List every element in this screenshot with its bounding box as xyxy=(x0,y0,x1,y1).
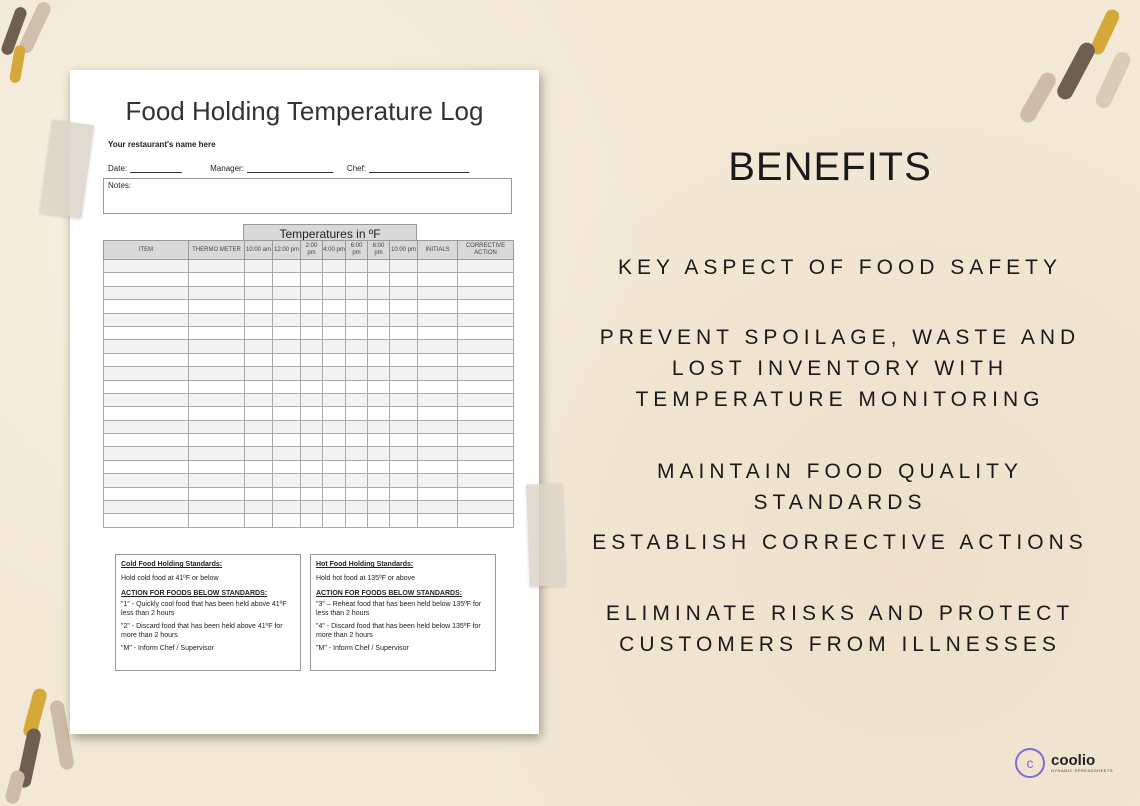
table-cell xyxy=(418,326,458,339)
table-cell xyxy=(323,313,346,326)
date-label: Date: xyxy=(108,164,128,173)
table-cell xyxy=(323,286,346,299)
table-cell xyxy=(104,487,189,500)
table-cell xyxy=(301,273,323,286)
table-row xyxy=(104,286,514,299)
table-cell xyxy=(245,393,273,406)
table-cell xyxy=(368,300,390,313)
table-cell xyxy=(104,514,189,527)
table-cell xyxy=(273,434,301,447)
table-cell xyxy=(323,501,346,514)
table-cell xyxy=(390,286,418,299)
table-row xyxy=(104,393,514,406)
table-row xyxy=(104,353,514,366)
table-cell xyxy=(301,393,323,406)
table-cell xyxy=(458,487,514,500)
table-cell xyxy=(346,313,368,326)
cold-action-item: "M" - Inform Chef / Supervisor xyxy=(121,645,214,652)
benefit-item: ESTABLISH CORRECTIVE ACTIONS xyxy=(592,531,1088,554)
table-cell xyxy=(104,326,189,339)
brand-name: coolio xyxy=(1051,752,1096,769)
table-cell xyxy=(273,273,301,286)
temperature-log-sheet xyxy=(70,70,539,734)
table-cell xyxy=(458,367,514,380)
table-cell xyxy=(104,353,189,366)
table-cell xyxy=(104,460,189,473)
table-cell xyxy=(368,367,390,380)
table-row xyxy=(104,474,514,487)
table-cell xyxy=(390,353,418,366)
date-line xyxy=(130,164,182,173)
table-cell xyxy=(346,460,368,473)
table-header-row xyxy=(104,241,514,260)
table-cell xyxy=(368,353,390,366)
table-cell xyxy=(458,273,514,286)
table-cell xyxy=(245,340,273,353)
table-cell xyxy=(273,460,301,473)
table-cell xyxy=(104,260,189,273)
chef-label: Chef: xyxy=(346,164,367,173)
column-header: 10:00 am xyxy=(245,241,273,260)
table-cell xyxy=(458,460,514,473)
table-cell xyxy=(323,460,346,473)
table-cell xyxy=(104,313,189,326)
table-cell xyxy=(301,434,323,447)
table-cell xyxy=(368,514,390,527)
column-header: THERMO METER xyxy=(189,241,245,260)
cold-action-heading: ACTION FOR FOODS BELOW STANDARDS: xyxy=(121,590,268,597)
table-cell xyxy=(390,260,418,273)
coolio-logo xyxy=(1015,748,1113,778)
table-cell xyxy=(104,380,189,393)
table-cell xyxy=(245,300,273,313)
table-cell xyxy=(418,286,458,299)
table-cell xyxy=(189,340,245,353)
table-cell xyxy=(301,474,323,487)
table-cell xyxy=(245,367,273,380)
hot-heading: Hot Food Holding Standards: xyxy=(316,561,414,568)
brush-stroke-decor xyxy=(1017,70,1058,126)
table-cell xyxy=(273,407,301,420)
logo-icon: c xyxy=(1015,748,1045,778)
table-cell xyxy=(245,487,273,500)
table-cell xyxy=(418,313,458,326)
table-cell xyxy=(458,474,514,487)
table-row xyxy=(104,447,514,460)
table-cell xyxy=(323,353,346,366)
table-cell xyxy=(189,501,245,514)
column-header: INITIALS xyxy=(418,241,458,260)
table-cell xyxy=(245,434,273,447)
table-cell xyxy=(346,340,368,353)
table-cell xyxy=(273,420,301,433)
table-cell xyxy=(104,393,189,406)
table-cell xyxy=(301,326,323,339)
table-cell xyxy=(104,300,189,313)
table-cell xyxy=(390,367,418,380)
table-cell xyxy=(346,447,368,460)
table-row xyxy=(104,367,514,380)
table-cell xyxy=(189,286,245,299)
table-cell xyxy=(418,300,458,313)
table-cell xyxy=(368,286,390,299)
table-cell xyxy=(245,326,273,339)
benefit-item: PREVENT SPOILAGE, WASTE AND LOST INVENTORY WITH TEMPERATURE MONITORING xyxy=(599,326,1081,411)
table-cell xyxy=(346,407,368,420)
table-cell xyxy=(368,434,390,447)
brush-stroke-decor xyxy=(1054,40,1097,102)
table-cell xyxy=(273,286,301,299)
table-cell xyxy=(273,326,301,339)
table-cell xyxy=(273,300,301,313)
table-cell xyxy=(458,434,514,447)
table-cell xyxy=(418,447,458,460)
table-cell xyxy=(458,313,514,326)
table-cell xyxy=(323,340,346,353)
column-header: CORRECTIVE ACTION xyxy=(458,241,514,260)
table-cell xyxy=(189,434,245,447)
table-cell xyxy=(346,501,368,514)
table-cell xyxy=(323,407,346,420)
table-cell xyxy=(104,447,189,460)
table-cell xyxy=(418,407,458,420)
table-cell xyxy=(189,300,245,313)
table-cell xyxy=(390,407,418,420)
table-cell xyxy=(368,460,390,473)
table-cell xyxy=(346,380,368,393)
notes-box xyxy=(103,178,512,214)
column-header: 2:00 pm xyxy=(301,241,323,260)
table-cell xyxy=(346,286,368,299)
table-cell xyxy=(273,447,301,460)
table-cell xyxy=(245,420,273,433)
temperature-log-table xyxy=(103,240,514,528)
table-cell xyxy=(346,353,368,366)
table-cell xyxy=(245,353,273,366)
column-header: 4:00 pm xyxy=(323,241,346,260)
column-header: 6:00 pm xyxy=(346,241,368,260)
table-cell xyxy=(368,313,390,326)
table-row xyxy=(104,313,514,326)
table-cell xyxy=(390,514,418,527)
table-cell xyxy=(346,514,368,527)
table-cell xyxy=(273,474,301,487)
table-cell xyxy=(368,273,390,286)
table-cell xyxy=(189,487,245,500)
table-cell xyxy=(245,273,273,286)
table-cell xyxy=(390,487,418,500)
table-cell xyxy=(346,487,368,500)
table-cell xyxy=(390,393,418,406)
table-row xyxy=(104,300,514,313)
table-cell xyxy=(368,260,390,273)
table-cell xyxy=(301,260,323,273)
table-cell xyxy=(323,260,346,273)
table-cell xyxy=(323,326,346,339)
table-cell xyxy=(458,501,514,514)
table-cell xyxy=(458,260,514,273)
table-cell xyxy=(346,260,368,273)
table-cell xyxy=(104,501,189,514)
table-cell xyxy=(390,273,418,286)
table-cell xyxy=(301,460,323,473)
table-cell xyxy=(301,380,323,393)
table-cell xyxy=(418,460,458,473)
table-cell xyxy=(323,474,346,487)
table-cell xyxy=(104,474,189,487)
table-cell xyxy=(390,326,418,339)
table-cell xyxy=(390,447,418,460)
table-cell xyxy=(273,367,301,380)
table-cell xyxy=(189,514,245,527)
hot-rule: Hold hot food at 135ºF or above xyxy=(316,575,416,582)
table-cell xyxy=(418,353,458,366)
hot-standards-box xyxy=(310,554,496,671)
table-cell xyxy=(301,313,323,326)
manager-label: Manager: xyxy=(210,164,244,173)
table-cell xyxy=(189,353,245,366)
table-cell xyxy=(368,326,390,339)
table-cell xyxy=(458,326,514,339)
table-cell xyxy=(104,434,189,447)
table-cell xyxy=(245,447,273,460)
table-cell xyxy=(368,501,390,514)
table-cell xyxy=(418,434,458,447)
table-cell xyxy=(273,340,301,353)
table-cell xyxy=(323,487,346,500)
table-row xyxy=(104,407,514,420)
table-cell xyxy=(390,313,418,326)
table-cell xyxy=(418,487,458,500)
table-cell xyxy=(458,353,514,366)
table-row xyxy=(104,340,514,353)
table-cell xyxy=(390,474,418,487)
table-cell xyxy=(458,300,514,313)
table-row xyxy=(104,420,514,433)
table-cell xyxy=(458,407,514,420)
table-cell xyxy=(245,313,273,326)
cold-action-item: "2" - Discard food that has been held above 41ºF for more than 2 hours xyxy=(121,623,283,639)
manager-line xyxy=(247,164,333,173)
table-cell xyxy=(245,460,273,473)
table-cell xyxy=(273,313,301,326)
table-cell xyxy=(301,487,323,500)
benefits-title: BENEFITS xyxy=(728,145,932,189)
hot-action-item: "3" – Reheat food that has been held below 135ºF for less than 2 hours xyxy=(316,601,482,617)
table-cell xyxy=(189,460,245,473)
table-cell xyxy=(245,407,273,420)
hot-action-heading: ACTION FOR FOODS BELOW STANDARDS: xyxy=(316,590,463,597)
column-header: 8:00 pm xyxy=(368,241,390,260)
table-cell xyxy=(273,260,301,273)
table-cell xyxy=(323,420,346,433)
table-cell xyxy=(418,420,458,433)
table-cell xyxy=(368,447,390,460)
table-cell xyxy=(301,447,323,460)
logo-text xyxy=(1051,753,1113,773)
table-row xyxy=(104,487,514,500)
column-header: ITEM xyxy=(104,241,189,260)
table-row xyxy=(104,326,514,339)
table-cell xyxy=(418,474,458,487)
table-cell xyxy=(368,340,390,353)
table-cell xyxy=(323,393,346,406)
table-cell xyxy=(418,380,458,393)
document-title: Food Holding Temperature Log xyxy=(125,96,484,126)
table-cell xyxy=(273,393,301,406)
table-cell xyxy=(104,407,189,420)
table-cell xyxy=(458,286,514,299)
table-cell xyxy=(189,313,245,326)
table-cell xyxy=(273,487,301,500)
table-cell xyxy=(323,300,346,313)
table-cell xyxy=(273,353,301,366)
table-cell xyxy=(390,340,418,353)
table-cell xyxy=(390,300,418,313)
table-cell xyxy=(458,514,514,527)
table-cell xyxy=(323,434,346,447)
table-cell xyxy=(458,447,514,460)
table-cell xyxy=(418,260,458,273)
table-cell xyxy=(301,514,323,527)
table-cell xyxy=(189,407,245,420)
table-cell xyxy=(418,340,458,353)
restaurant-name: Your restaurant's name here xyxy=(108,140,216,149)
table-cell xyxy=(245,501,273,514)
table-cell xyxy=(301,501,323,514)
table-row xyxy=(104,273,514,286)
temperatures-header: Temperatures in ºF xyxy=(243,224,417,242)
table-cell xyxy=(323,380,346,393)
table-cell xyxy=(418,501,458,514)
table-cell xyxy=(323,447,346,460)
hot-action-item: "M" - Inform Chef / Supervisor xyxy=(316,645,409,652)
table-cell xyxy=(104,420,189,433)
brush-stroke-decor xyxy=(1093,49,1133,110)
table-cell xyxy=(273,380,301,393)
column-header: 12:00 pm xyxy=(273,241,301,260)
table-cell xyxy=(346,474,368,487)
table-cell xyxy=(368,380,390,393)
table-cell xyxy=(346,273,368,286)
table-cell xyxy=(323,273,346,286)
table-cell xyxy=(418,367,458,380)
table-cell xyxy=(346,300,368,313)
table-cell xyxy=(458,340,514,353)
table-cell xyxy=(346,434,368,447)
table-cell xyxy=(418,273,458,286)
table-cell xyxy=(346,367,368,380)
table-cell xyxy=(189,380,245,393)
table-cell xyxy=(189,474,245,487)
hot-action-item: "4" - Discard food that has been held below 135ºF for more than 2 hours xyxy=(316,623,481,639)
benefit-item: MAINTAIN FOOD QUALITY STANDARDS xyxy=(657,460,1023,514)
cold-standards-box xyxy=(115,554,301,671)
table-cell xyxy=(189,420,245,433)
table-cell xyxy=(301,407,323,420)
table-cell xyxy=(458,420,514,433)
table-row xyxy=(104,260,514,273)
cold-rule: Hold cold food at 41ºF or below xyxy=(121,575,219,582)
table-cell xyxy=(390,420,418,433)
table-cell xyxy=(458,380,514,393)
table-cell xyxy=(323,514,346,527)
table-cell xyxy=(368,407,390,420)
table-cell xyxy=(301,300,323,313)
table-cell xyxy=(245,514,273,527)
table-cell xyxy=(346,326,368,339)
benefit-item: KEY ASPECT OF FOOD SAFETY xyxy=(618,256,1062,279)
table-cell xyxy=(390,501,418,514)
table-cell xyxy=(245,260,273,273)
table-cell xyxy=(245,474,273,487)
chef-line xyxy=(369,164,469,173)
table-cell xyxy=(301,340,323,353)
table-cell xyxy=(418,514,458,527)
table-cell xyxy=(390,434,418,447)
table-cell xyxy=(189,260,245,273)
table-cell xyxy=(189,447,245,460)
brand-tagline: DYNAMIC SPREADSHEETS xyxy=(1051,768,1114,773)
cold-action-item: "1" - Quickly cool food that has been held above 41ºF less than 2 hours xyxy=(121,601,287,617)
table-cell xyxy=(301,420,323,433)
tape-decor xyxy=(526,483,566,586)
table-cell xyxy=(301,353,323,366)
table-cell xyxy=(368,474,390,487)
table-cell xyxy=(273,514,301,527)
header-fields xyxy=(108,164,469,173)
benefit-item: ELIMINATE RISKS AND PROTECT CUSTOMERS FROM ILLNESSES xyxy=(605,602,1075,656)
table-cell xyxy=(189,367,245,380)
table-cell xyxy=(189,273,245,286)
table-cell xyxy=(301,367,323,380)
table-row xyxy=(104,460,514,473)
table-cell xyxy=(104,340,189,353)
table-cell xyxy=(458,393,514,406)
table-cell xyxy=(104,286,189,299)
table-cell xyxy=(368,487,390,500)
table-cell xyxy=(301,286,323,299)
table-cell xyxy=(245,286,273,299)
table-cell xyxy=(273,501,301,514)
table-row xyxy=(104,434,514,447)
table-cell xyxy=(189,393,245,406)
table-cell xyxy=(189,326,245,339)
notes-label: Notes: xyxy=(108,181,132,190)
table-cell xyxy=(368,420,390,433)
table-row xyxy=(104,380,514,393)
table-cell xyxy=(346,420,368,433)
table-cell xyxy=(323,367,346,380)
table-cell xyxy=(346,393,368,406)
table-cell xyxy=(104,367,189,380)
table-cell xyxy=(245,380,273,393)
table-row xyxy=(104,501,514,514)
table-cell xyxy=(390,460,418,473)
cold-heading: Cold Food Holding Standards: xyxy=(121,561,223,568)
table-row xyxy=(104,514,514,527)
table-cell xyxy=(368,393,390,406)
column-header: 10:00 pm xyxy=(390,241,418,260)
table-cell xyxy=(104,273,189,286)
table-cell xyxy=(390,380,418,393)
table-cell xyxy=(418,393,458,406)
